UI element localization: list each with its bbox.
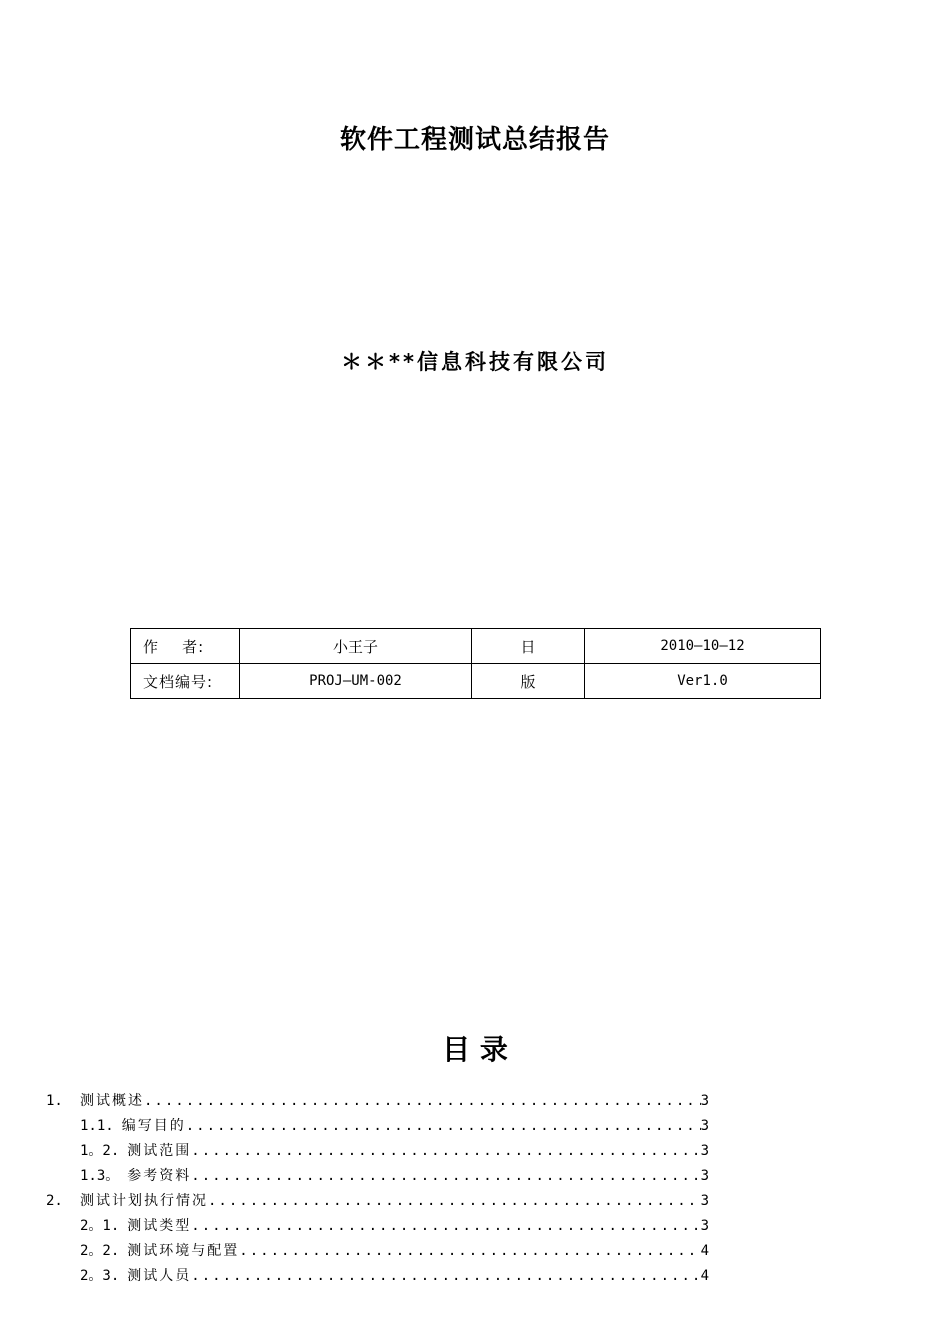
toc-item-page: 3 [700,1218,709,1234]
toc-item-text: 编写目的 [121,1118,186,1134]
toc-item-number: 2。2. [80,1243,120,1259]
toc-item-text: 测试环境与配置 [127,1243,240,1259]
info-row-docnum [131,664,821,699]
toc-leader-dots [191,1165,700,1187]
toc-leader-dots [144,1090,701,1112]
toc-item-number: 2。3. [80,1268,120,1284]
doc-number-value: PROJ—UM-002 [240,664,472,699]
date-value: 2010—10—12 [585,629,821,664]
author-value: 小王子 [240,629,472,664]
toc-item-number: 1.3。 [80,1168,120,1184]
company-name: ＊＊**信息科技有限公司 [341,350,609,374]
toc-heading: 目 录 [442,1033,508,1066]
toc-item[interactable] [80,1165,709,1187]
toc-item[interactable] [80,1265,709,1287]
toc-item-page: 3 [700,1143,709,1159]
toc-item[interactable] [80,1215,709,1237]
toc-item-text: 测试概述 [80,1093,144,1109]
toc-item-page: 3 [700,1168,709,1184]
doc-number-label: 文档编号: [131,664,240,699]
toc-item-page: 3 [700,1093,709,1109]
document-info-table [130,628,821,699]
toc-item-text: 测试计划执行情况 [80,1193,208,1209]
toc-leader-dots [191,1265,700,1287]
toc-item-page: 4 [700,1243,709,1259]
toc-item-text: 参考资料 [127,1168,192,1184]
version-value: Ver1.0 [585,664,821,699]
toc-item[interactable] [46,1090,709,1112]
document-title: 软件工程测试总结报告 [339,125,610,155]
info-row-author [131,629,821,664]
author-label: 作 者: [131,629,240,664]
toc-item-page: 3 [700,1193,709,1209]
toc-leader-dots [191,1215,700,1237]
toc-item[interactable] [46,1190,709,1212]
date-label: 日 [472,629,585,664]
toc-item-page: 4 [700,1268,709,1284]
toc-item-number: 2。1. [80,1218,120,1234]
toc-leader-dots [186,1115,701,1137]
toc-item-page: 3 [700,1118,709,1134]
toc-item-text: 测试类型 [127,1218,192,1234]
toc-item-text: 测试范围 [127,1143,192,1159]
toc-item[interactable] [80,1140,709,1162]
toc-leader-dots [191,1140,700,1162]
toc-item-text: 测试人员 [127,1268,192,1284]
toc-leader-dots [239,1240,700,1262]
toc-item-number: 1. [46,1093,63,1109]
toc-item-number: 1。2. [80,1143,120,1159]
toc-item[interactable] [80,1115,709,1137]
version-label: 版 [472,664,585,699]
toc-leader-dots [208,1190,701,1212]
toc-item-number: 2. [46,1193,63,1209]
toc-item[interactable] [80,1240,709,1262]
toc-item-number: 1.1. [80,1118,114,1134]
